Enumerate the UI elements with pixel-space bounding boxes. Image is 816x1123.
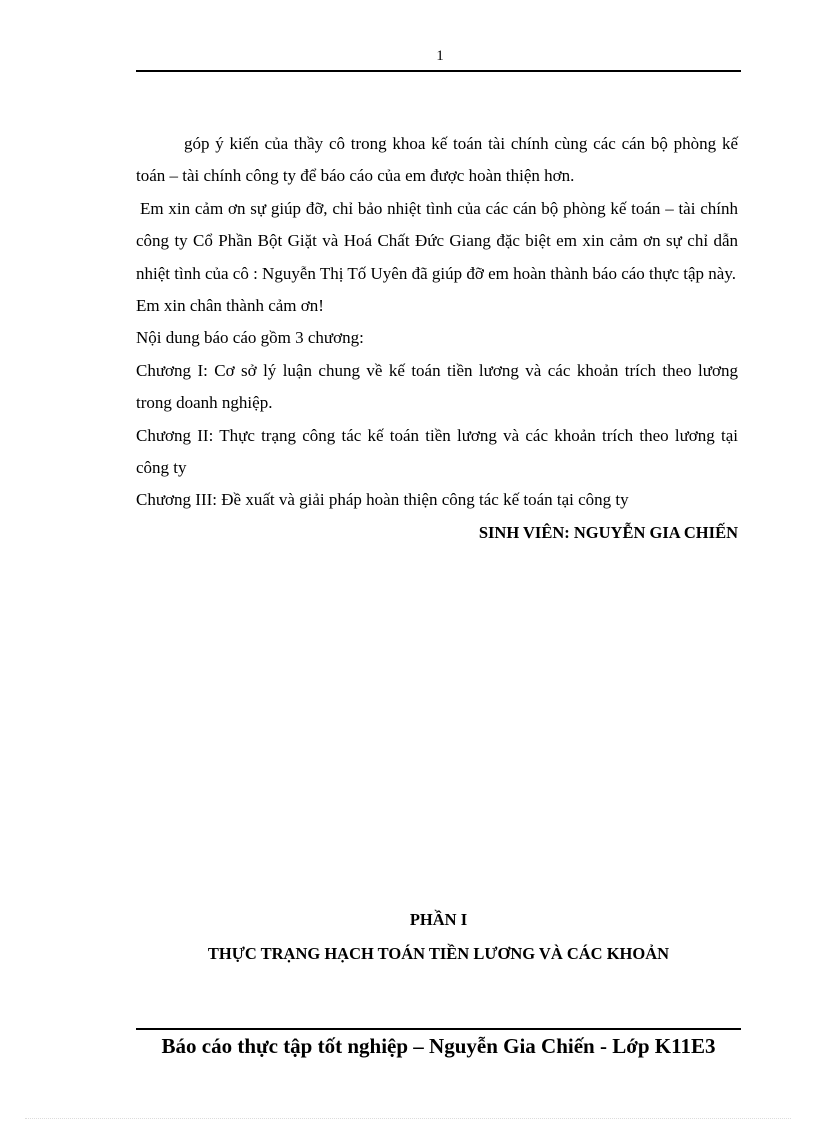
page-number: 1: [436, 48, 444, 64]
page-bottom-border: [25, 1118, 791, 1119]
document-body: [136, 128, 738, 549]
student-signature: SINH VIÊN: NGUYỄN GIA CHIẾN: [478, 522, 738, 542]
part-heading: PHẦN I: [409, 910, 468, 929]
header-divider: [136, 70, 741, 72]
footer-divider: [136, 1028, 741, 1030]
footer-text: Báo cáo thực tập tốt nghiệp – Nguyễn Gia Chiến - Lớp K11E3: [161, 1034, 716, 1058]
paragraph-closing: Em xin chân thành cảm ơn!: [136, 296, 324, 316]
paragraph-thanks: Em xin cảm ơn sự giúp đỡ, chỉ bảo nhiệt tình của các cán bộ phòng kế toán – tài chính công ty Cổ Phần Bột Giặt và Hoá Chất Đức Giang đặc biệt em xin cảm ơn sự chỉ dẫn nhiệt tình của cô : Nguyễn Thị Tố Uyên đã giúp đỡ em hoàn thành báo cáo thực tập này.: [136, 198, 738, 283]
part-title: THỰC TRẠNG HẠCH TOÁN TIỀN LƯƠNG VÀ CÁC KHOẢN: [207, 944, 670, 963]
paragraph-acknowledgment-intro: góp ý kiến của thầy cô trong khoa kế toán tài chính cùng các cán bộ phòng kế toán – tài chính công ty để báo cáo của em được hoàn thiện hơn.: [136, 134, 738, 186]
chapter-2-summary: Chương II: Thực trạng công tác kế toán tiền lương và các khoản trích theo lương tại công ty: [136, 425, 738, 478]
paragraph-contents-intro: Nội dung báo cáo gồm 3 chương:: [136, 328, 364, 348]
chapter-3-summary: Chương III: Đề xuất và giải pháp hoàn thiện công tác kế toán tại công ty: [136, 490, 629, 510]
chapter-1-summary: Chương I: Cơ sở lý luận chung về kế toán tiền lương và các khoản trích theo lương trong doanh nghiệp.: [136, 360, 738, 413]
